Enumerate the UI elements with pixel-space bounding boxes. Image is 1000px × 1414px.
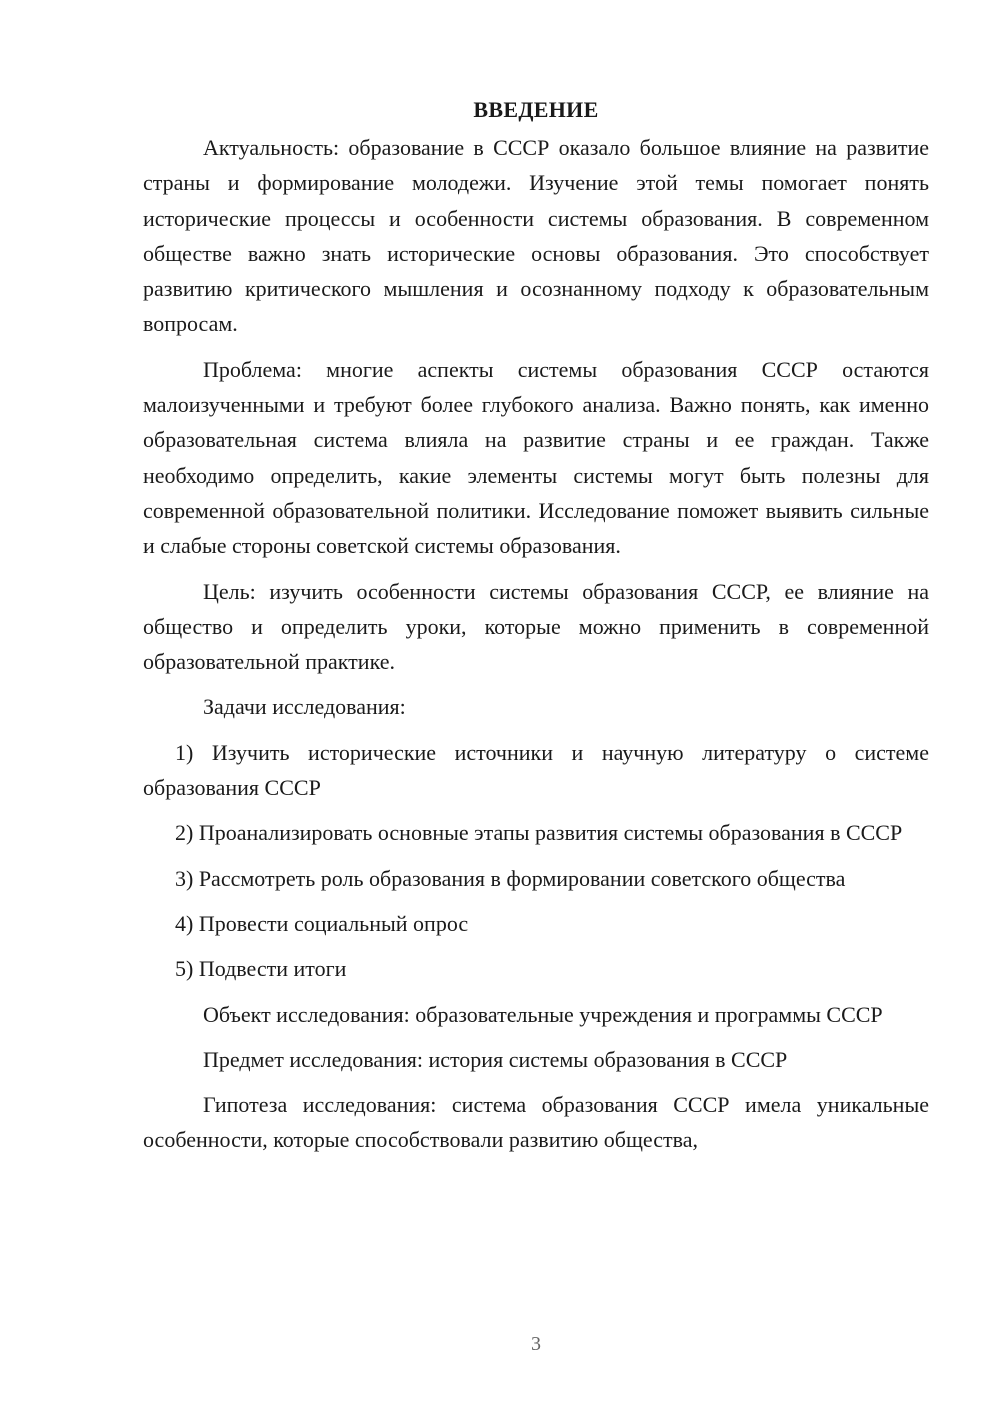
paragraph-hypothesis: Гипотеза исследования: система образования СССР имела уникальные особенности, которые способствовали развитию общества, bbox=[143, 1092, 929, 1153]
list-item: 2) Проанализировать основные этапы развития системы образования в СССР bbox=[175, 820, 903, 846]
list-item: 3) Рассмотреть роль образования в формировании советского общества bbox=[175, 865, 846, 891]
section-heading: ВВЕДЕНИЕ bbox=[473, 97, 599, 122]
list-item: 1) Изучить исторические источники и научную литературу о системе образования СССР bbox=[143, 739, 929, 801]
paragraph-relevance: Актуальность: образование в СССР оказало большое влияние на развитие страны и формирование молодежи. Изучение этой темы помогает понять исторические процессы и особенности системы образования. В современном обществе важно знать исторические основы образования. Это способствует развитию критического мышления и осознанному подходу к образовательным вопросам. bbox=[143, 135, 929, 337]
page-number: 3 bbox=[531, 1333, 541, 1355]
tasks-heading: Задачи исследования: bbox=[203, 694, 406, 720]
document-page bbox=[143, 92, 929, 1168]
paragraph-problem: Проблема: многие аспекты системы образования СССР остаются малоизученными и требуют более глубокого анализа. Важно понять, как именно образовательная система влияла на развитие страны и ее граждан. Также необходимо определить, какие элементы системы могут быть полезны для современной образовательной политики. Исследование поможет выявить сильные и слабые стороны советской системы образования. bbox=[143, 356, 929, 559]
list-item: 5) Подвести итоги bbox=[175, 956, 347, 982]
tasks-list bbox=[143, 735, 929, 987]
list-item: 4) Провести социальный опрос bbox=[175, 910, 469, 936]
paragraph-object: Объект исследования: образовательные учреждения и программы СССР bbox=[203, 1001, 883, 1027]
paragraph-goal: Цель: изучить особенности системы образования СССР, ее влияние на общество и определить уроки, которые можно применить в современной образовательной практике. bbox=[143, 578, 929, 675]
paragraph-subject: Предмет исследования: история системы образования в СССР bbox=[203, 1046, 788, 1072]
